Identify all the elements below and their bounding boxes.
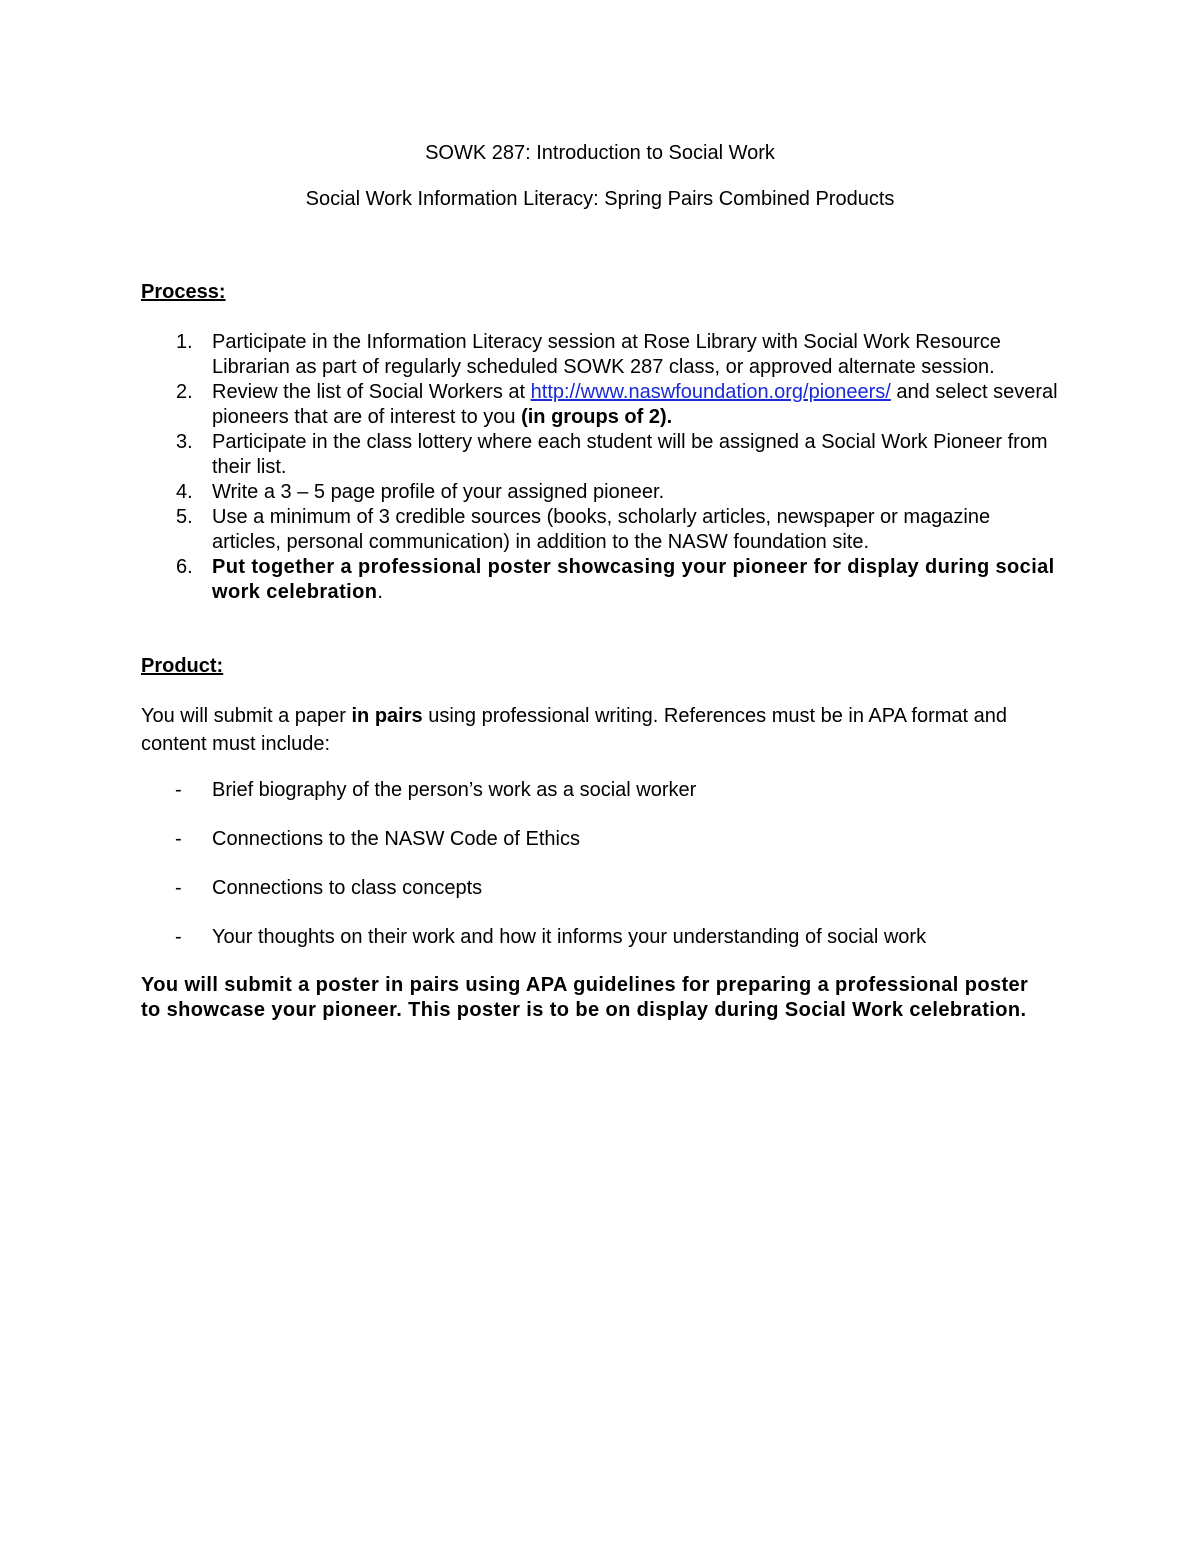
product-intro	[141, 702, 1061, 758]
bullet-dash: -	[175, 779, 182, 801]
course-title: SOWK 287: Introduction to Social Work	[425, 142, 775, 164]
step-number: 2.	[176, 381, 193, 403]
intro-bold-text: in pairs	[351, 705, 423, 727]
assignment-title: Social Work Information Literacy: Spring Pairs Combined Products	[305, 188, 895, 210]
bullet-dash: -	[175, 828, 182, 850]
step-text: Participate in the Information Literacy session at Rose Library with Social Work Resource Librarian as part of regularly scheduled SOWK 287 class, or approved alternate session.	[212, 331, 1001, 378]
list-item	[141, 827, 1061, 876]
process-step-4	[141, 480, 1061, 505]
step-text: Participate in the class lottery where each student will be assigned a Social Work Pioneer from their list.	[212, 431, 1048, 478]
list-item-text: Brief biography of the person’s work as a social worker	[212, 779, 697, 801]
step-text-after: .	[377, 581, 383, 603]
intro-text: You will submit a paper	[141, 705, 352, 727]
intro-text-after: using professional writing. References must be in APA format and content must include:	[141, 705, 1008, 755]
process-step-1	[141, 330, 1061, 380]
process-heading: Process:	[141, 281, 226, 303]
content-requirements-list	[141, 778, 1061, 974]
process-step-2	[141, 380, 1061, 430]
step-number: 5.	[176, 506, 193, 528]
list-item-text: Your thoughts on their work and how it informs your understanding of social work	[212, 926, 927, 948]
list-item-text: Connections to class concepts	[212, 877, 483, 899]
list-item	[141, 778, 1061, 827]
step-text: Review the list of Social Workers at	[212, 381, 531, 403]
step-number: 4.	[176, 481, 193, 503]
process-steps-list	[141, 330, 1061, 605]
product-heading: Product:	[141, 655, 224, 677]
step-number: 3.	[176, 431, 193, 453]
process-step-3	[141, 430, 1061, 480]
process-step-6	[141, 555, 1061, 605]
process-step-5	[141, 505, 1061, 555]
list-item	[141, 876, 1061, 925]
pioneers-link[interactable]: http://www.naswfoundation.org/pioneers/	[530, 381, 891, 403]
step-text: Use a minimum of 3 credible sources (books, scholarly articles, newspaper or magazine articles, personal communication) in addition to the NASW foundation site.	[212, 506, 991, 553]
step-number: 6.	[176, 556, 193, 578]
bullet-dash: -	[175, 877, 182, 899]
list-item	[141, 925, 1061, 974]
poster-instructions: You will submit a poster in pairs using APA guidelines for preparing a professional poster to showcase your pioneer. This poster is to be on display during Social Work celebration.	[141, 974, 1029, 1021]
step-text-after-link: and select several pioneers that are of interest to you	[212, 381, 1058, 428]
list-item-text: Connections to the NASW Code of Ethics	[212, 828, 580, 850]
bullet-dash: -	[175, 926, 182, 948]
step-number: 1.	[176, 331, 193, 353]
step-bold-text: Put together a professional poster showcasing your pioneer for display during social work celebration	[212, 556, 1055, 603]
step-text: Write a 3 – 5 page profile of your assigned pioneer.	[212, 481, 665, 503]
step-bold-text: (in groups of 2).	[521, 406, 673, 428]
